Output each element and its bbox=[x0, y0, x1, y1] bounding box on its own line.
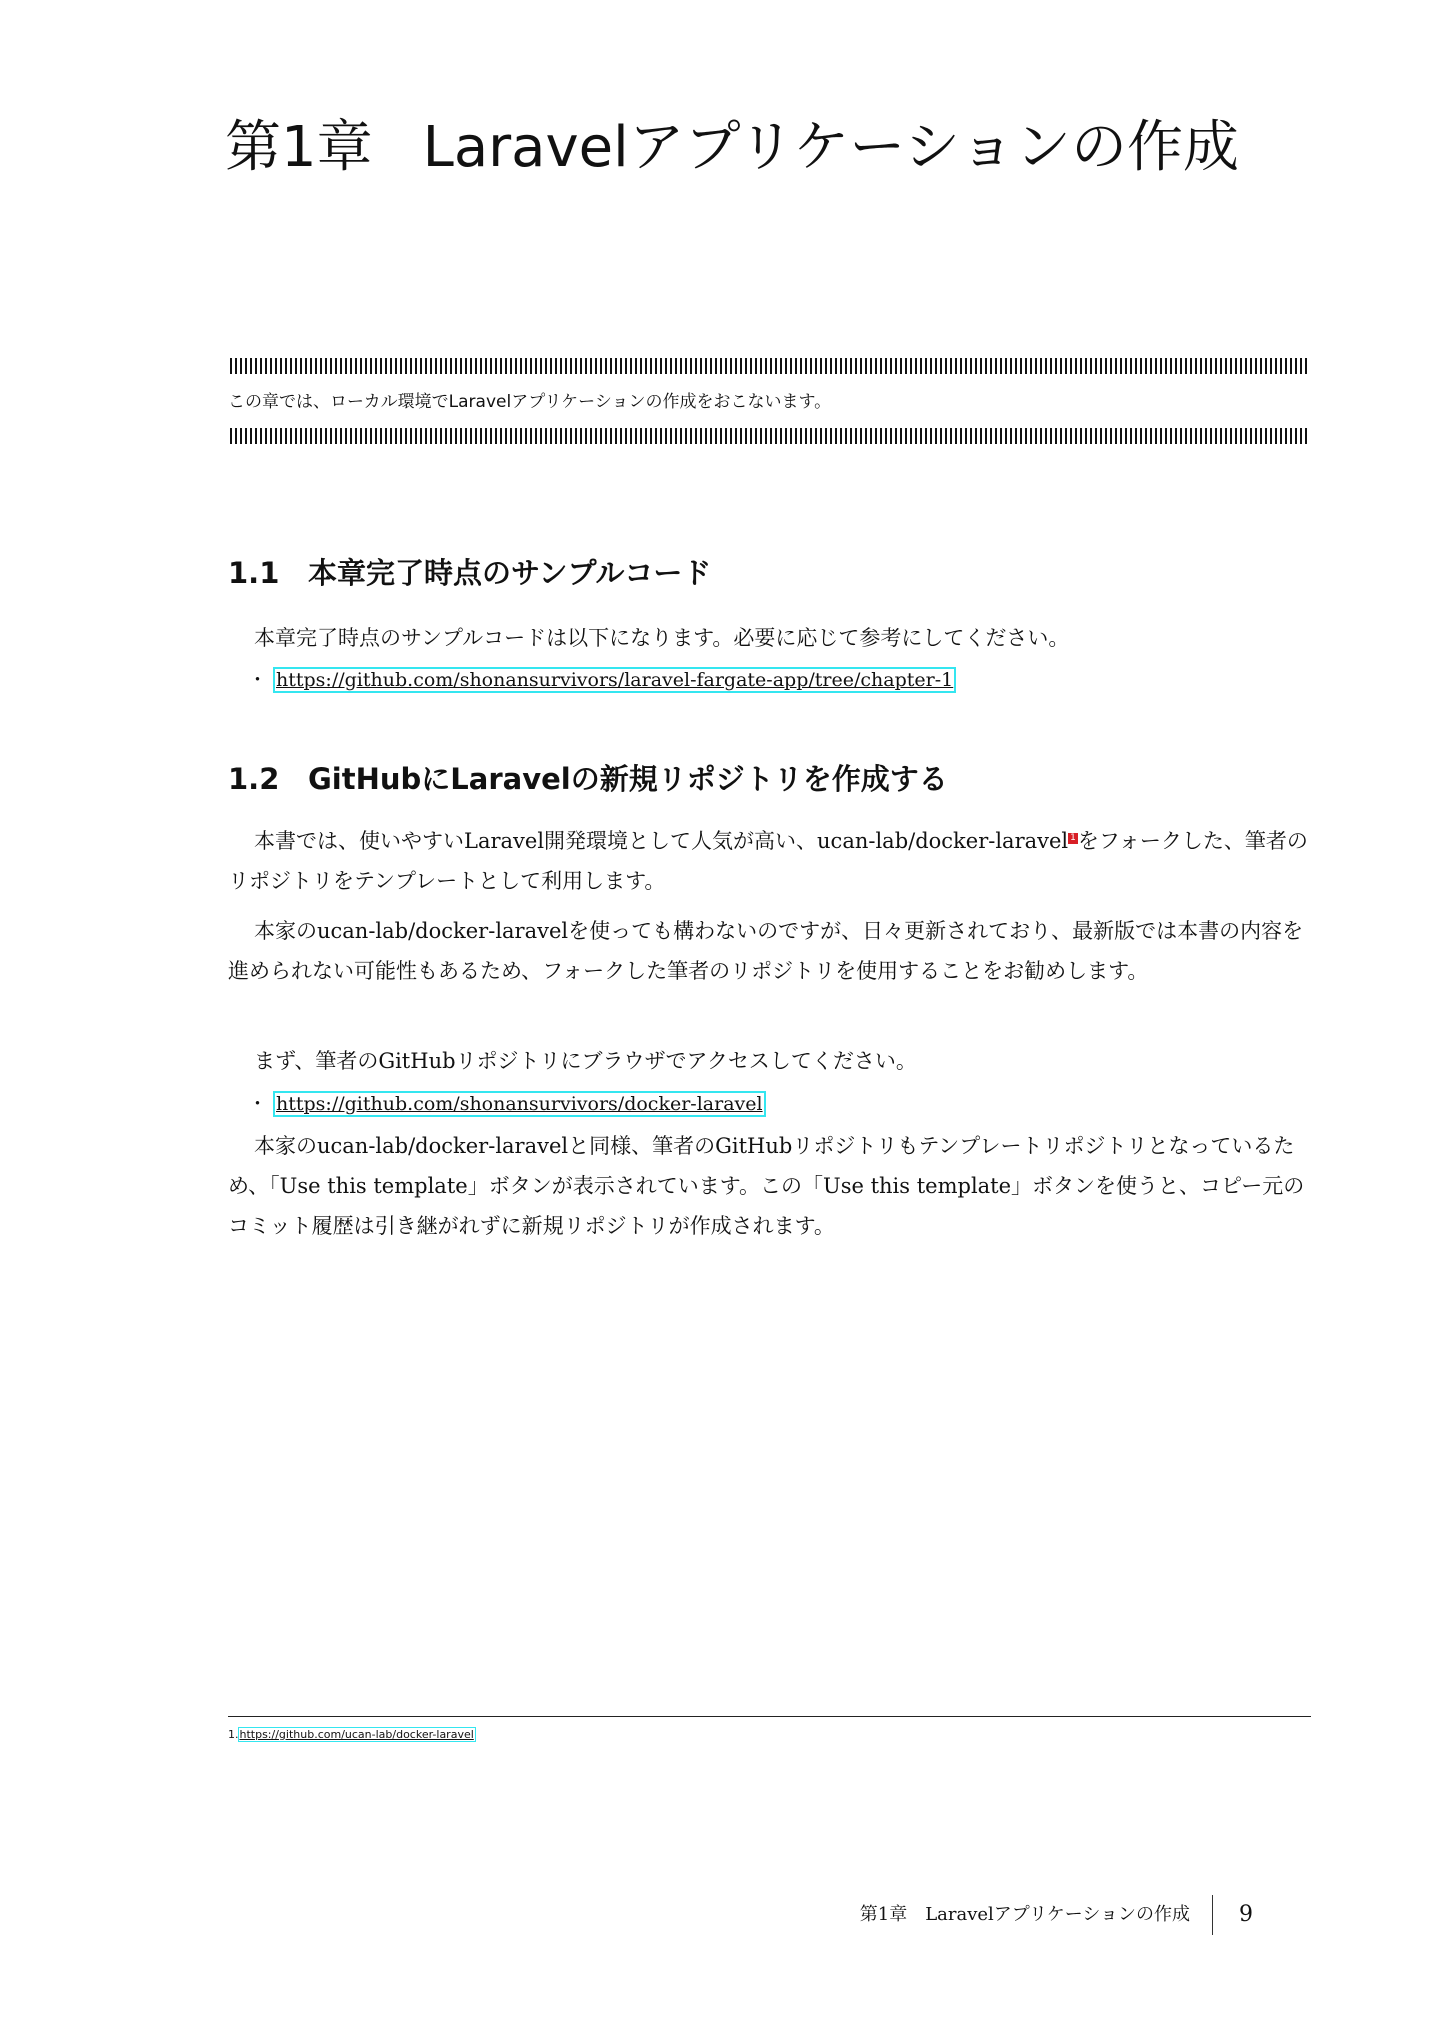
section-1-2-paragraph-1: 本書では、使いやすいLaravel開発環境として人気が高い、ucan-lab/docker-laravel 1をフォークした、筆者のリポジトリをテンプレートとして利用します。 bbox=[228, 829, 1308, 893]
chapter-lead: この章では、ローカル環境でLaravelアプリケーションの作成をおこないます。 bbox=[228, 392, 832, 412]
lead-hatch-top bbox=[230, 358, 1307, 374]
chapter-number: 第1章 bbox=[225, 115, 373, 180]
section-1-1-paragraph: 本章完了時点のサンプルコードは以下になります。必要に応じて参考にしてください。 bbox=[254, 626, 1070, 650]
running-footer bbox=[860, 1895, 1253, 1935]
footnote-number: 1. bbox=[228, 1728, 239, 1741]
footnote bbox=[228, 1728, 475, 1742]
lead-hatch-bottom bbox=[230, 428, 1307, 444]
sample-code-link-item bbox=[248, 666, 954, 694]
section-1-2-paragraph-2: 本家のucan-lab/docker-laravelを使っても構わないのですが、日々更新されており、最新版では本書の内容を進められない可能性もあるため、フォークした筆者のリポジトリを使用することをお勧めします。 bbox=[228, 919, 1304, 983]
section-1-2-paragraph-4: 本家のucan-lab/docker-laravelと同様、筆者のGitHubリポジトリもテンプレートリポジトリとなっているため、「Use this template」ボタンが表示されています。この「Use this template」ボタンを使うと、コピー元のコミット履歴は引き継がれずに新規リポジトリが作成されます。 bbox=[228, 1134, 1305, 1238]
bullet-dot: ・ bbox=[248, 1093, 268, 1115]
footnote-rule bbox=[228, 1716, 1311, 1717]
sample-code-link[interactable]: https://github.com/shonansurvivors/laravel-fargate-app/tree/chapter-1 bbox=[276, 669, 954, 691]
chapter-title-text: Laravelアプリケーションの作成 bbox=[422, 115, 1240, 180]
section-1-2-heading bbox=[228, 759, 948, 799]
footnote-link[interactable]: https://github.com/ucan-lab/docker-laravel bbox=[239, 1728, 474, 1741]
section-1-2-paragraph-3: まず、筆者のGitHubリポジトリにブラウザでアクセスしてください。 bbox=[254, 1049, 917, 1073]
section-number: 1.2 bbox=[228, 762, 280, 796]
repo-link-item bbox=[248, 1090, 764, 1118]
chapter-title bbox=[225, 108, 1239, 188]
bullet-dot: ・ bbox=[248, 669, 268, 691]
section-title: GitHubにLaravelの新規リポジトリを作成する bbox=[308, 762, 948, 796]
page-number: 9 bbox=[1239, 1902, 1253, 1927]
section-number: 1.1 bbox=[228, 556, 280, 590]
repo-link[interactable]: https://github.com/shonansurvivors/docker-laravel bbox=[276, 1093, 763, 1115]
section-1-1-heading bbox=[228, 553, 711, 593]
footer-separator bbox=[1212, 1895, 1213, 1935]
running-title: 第1章 Laravelアプリケーションの作成 bbox=[859, 1904, 1190, 1925]
footnote-marker[interactable]: 1 bbox=[1070, 833, 1076, 843]
section-title: 本章完了時点のサンプルコード bbox=[308, 556, 712, 590]
